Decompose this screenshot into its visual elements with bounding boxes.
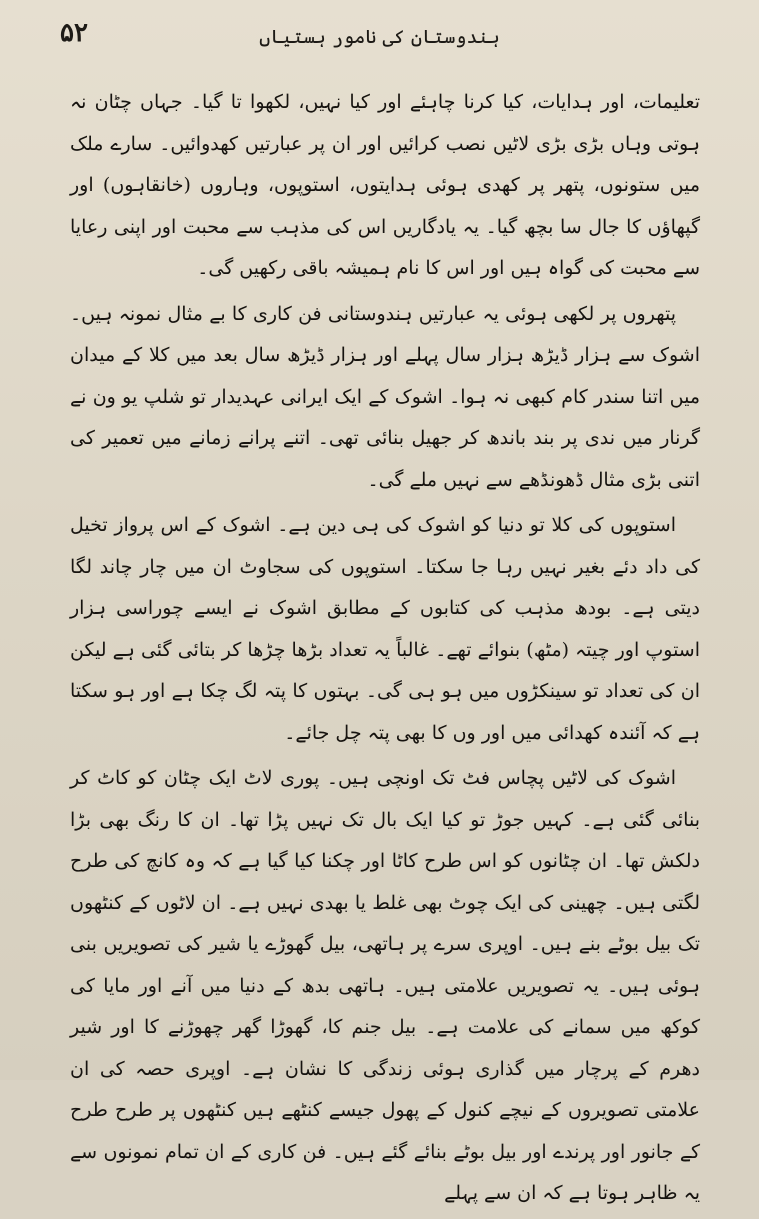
paragraph: تعلیمات، اور ہدایات، کیا کرنا چاہئے اور کیا نہیں، لکھوا تا گیا۔ جہاں چٹان نہ ہوتی وہاں بڑی بڑی لاٹیں نصب کرائیں اور ان پر عبارتیں کھدوائیں۔ سارے ملک میں ستونوں، پتھر پر کھدی ہوئی ہدایتوں، استوپوں، وہاروں (خانقاہوں) اور گپھاؤں کا جال سا بچھ گیا۔ یہ یادگاریں اس کی مذہب سے محبت اور اپنی رعایا سے محبت کی گواہ ہیں اور اس کا نام ہمیشہ باقی رکھیں گی۔ xyxy=(70,91,700,279)
running-title: ہندوستان کی نامور ہستیاں xyxy=(259,26,500,48)
paragraph: اشوک کی لاٹیں پچاس فٹ تک اونچی ہیں۔ پوری لاٹ ایک چٹان کو کاٹ کر بنائی گئی ہے۔ کہیں جوڑ تو کیا ایک بال تک نہیں پڑا تھا۔ ان کا رنگ بھی بڑا دلکش تھا۔ ان چٹانوں کو اس طرح کاٹا اور چکنا کیا گیا ہے کہ وہ کانچ کی طرح لگتی ہیں۔ چھینی کی ایک چوٹ بھی غلط یا بھدی نہیں ہے۔ ان لاٹوں کے کنٹھوں تک بیل بوٹے بنے ہیں۔ اوپری سرے پر ہاتھی، بیل گھوڑے یا شیر کی تصویریں بنی ہوئی ہیں۔ یہ تصویریں علامتی ہیں۔ ہاتھی بدھ کے دنیا میں آنے اور مایا کی کوکھ میں سمانے کی علامت ہے۔ بیل جنم کا، گھوڑا گھر چھوڑنے کا اور شیر دھرم کے پرچار میں گذاری ہوئی زندگی کا نشان ہے۔ اوپری حصہ کی ان علامتی تصویروں کے نیچے کنول کے پھول جیسے کنٹھے ہیں کنٹھوں پر طرح طرح کے جانور اور پرندے اور بیل بوٹے بنائے گئے ہیں۔ فن کاری کے ان تمام نمونوں سے یہ ظاہر ہوتا ہے کہ ان سے پہلے xyxy=(70,767,701,1204)
paragraph: استوپوں کی کلا تو دنیا کو اشوک کی ہی دین ہے۔ اشوک کے اس پرواز تخیل کی داد دئے بغیر نہیں رہا جا سکتا۔ استوپوں کی سجاوٹ ان میں چار چاند لگا دیتی ہے۔ بودھ مذہب کی کتابوں کے مطابق اشوک نے ایسے چوراسی ہزار استوپ اور چیتہ (مٹھ) بنوائے تھے۔ غالباً یہ تعداد بڑھا چڑھا کر بتائی گئی ہے لیکن ان کی تعداد تو سینکڑوں میں ہو ہی گی۔ بہتوں کا پتہ لگ چکا ہے اور ہو سکتا ہے کہ آئندہ کھدائی میں اور وں کا بھی پتہ چل جائے۔ xyxy=(70,514,700,744)
body-text xyxy=(70,82,700,1219)
page-header xyxy=(40,12,719,58)
paragraph: پتھروں پر لکھی ہوئی یہ عبارتیں ہندوستانی فن کاری کا بے مثال نمونہ ہیں۔ اشوک سے ہزار ڈیڑھ ہزار سال پہلے اور ہزار ڈیڑھ سال بعد میں کلا کے میدان میں اتنا سندر کام کبھی نہ ہوا۔ اشوک کے ایک ایرانی عہدیدار تو شلپ یو ون نے گرنار میں ندی پر بند باندھ کر جھیل بنائی تھی۔ اتنے پرانے زمانے میں تعمیر کی اتنی بڑی مثال ڈھونڈھے سے نہیں ملے گی۔ xyxy=(70,302,700,491)
page-number: ۵۲ xyxy=(60,18,88,48)
